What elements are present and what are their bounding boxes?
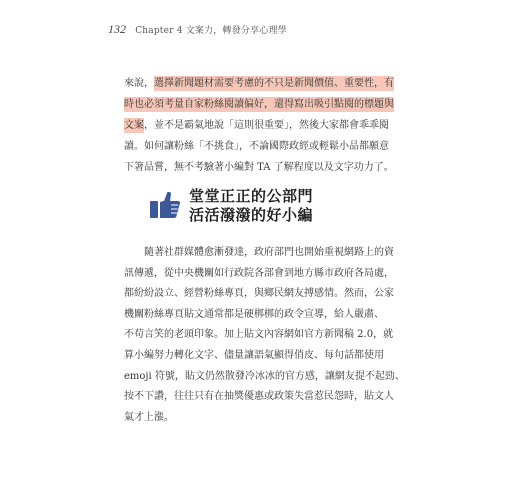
body-paragraph (124, 243, 404, 428)
intro-paragraph (124, 73, 404, 178)
section-title-line-2: 活活潑潑的好小編 (189, 206, 314, 224)
thumbs-up-icon (149, 190, 181, 220)
page-header (108, 22, 287, 37)
highlighted-text: 時也必須考量自家粉絲閱讀偏好，還得寫出吸引點閱的標題與 (124, 99, 394, 110)
text-segment: ，並不是霸氣地說「這則很重要」，然後大家都會乖乖閱 (144, 120, 389, 131)
section-title (189, 187, 313, 225)
text-line: 訊傳遞，從中央機關如行政院各部會到地方縣市政府各局處， (124, 267, 394, 279)
text-line: 算小編努力轉化文字、儘量讓語氣顯得俏皮、每句話都使用 (124, 349, 384, 361)
text-line: emoji 符號，貼文仍然散發冷冰冰的官方感，讓網友提不起勁、 (124, 370, 405, 382)
text-line (124, 94, 404, 115)
section-heading (149, 187, 313, 225)
highlighted-text: 選擇新聞題材需要考慮的不只是新聞價值、重要性，有 (154, 78, 394, 89)
section-title-line-1: 堂堂正正的公部門 (189, 187, 314, 205)
text-line: 機關粉絲專頁貼文通常都是硬梆梆的政令宣導，給人嚴肅、 (124, 308, 384, 320)
text-line (124, 136, 404, 157)
page-number: 132 (108, 22, 126, 36)
text-line (124, 73, 404, 94)
text-line: 氣才上漲。 (124, 411, 174, 423)
text-segment: 來說， (124, 78, 154, 89)
text-line: 不苟言笑的老頭印象。加上貼文內容網如官方新聞稿 2.0，就 (124, 329, 394, 341)
text-line: 都紛紛設立、經營粉絲專頁，與鄉民網友搏感情。然而，公家 (124, 288, 394, 300)
text-segment: 讀。如何讓粉絲「不挑食」，不論國際政經或輕鬆小品都願意 (124, 141, 389, 152)
text-segment: 下箸品嘗，無不考驗著小編對 TA 了解程度以及文字功力了。 (124, 162, 394, 173)
chapter-title: Chapter 4 文案力，轉發分享心理學 (135, 26, 287, 36)
text-line (124, 115, 404, 136)
text-line (124, 157, 404, 178)
text-line: 隨著社群媒體愈漸發達，政府部門也開始重視網路上的資 (124, 247, 394, 258)
highlighted-text: 文案 (124, 120, 144, 131)
text-line: 按不下讚，往往只有在抽獎優惠或政策失當惹民怨時，貼文人 (124, 391, 394, 403)
